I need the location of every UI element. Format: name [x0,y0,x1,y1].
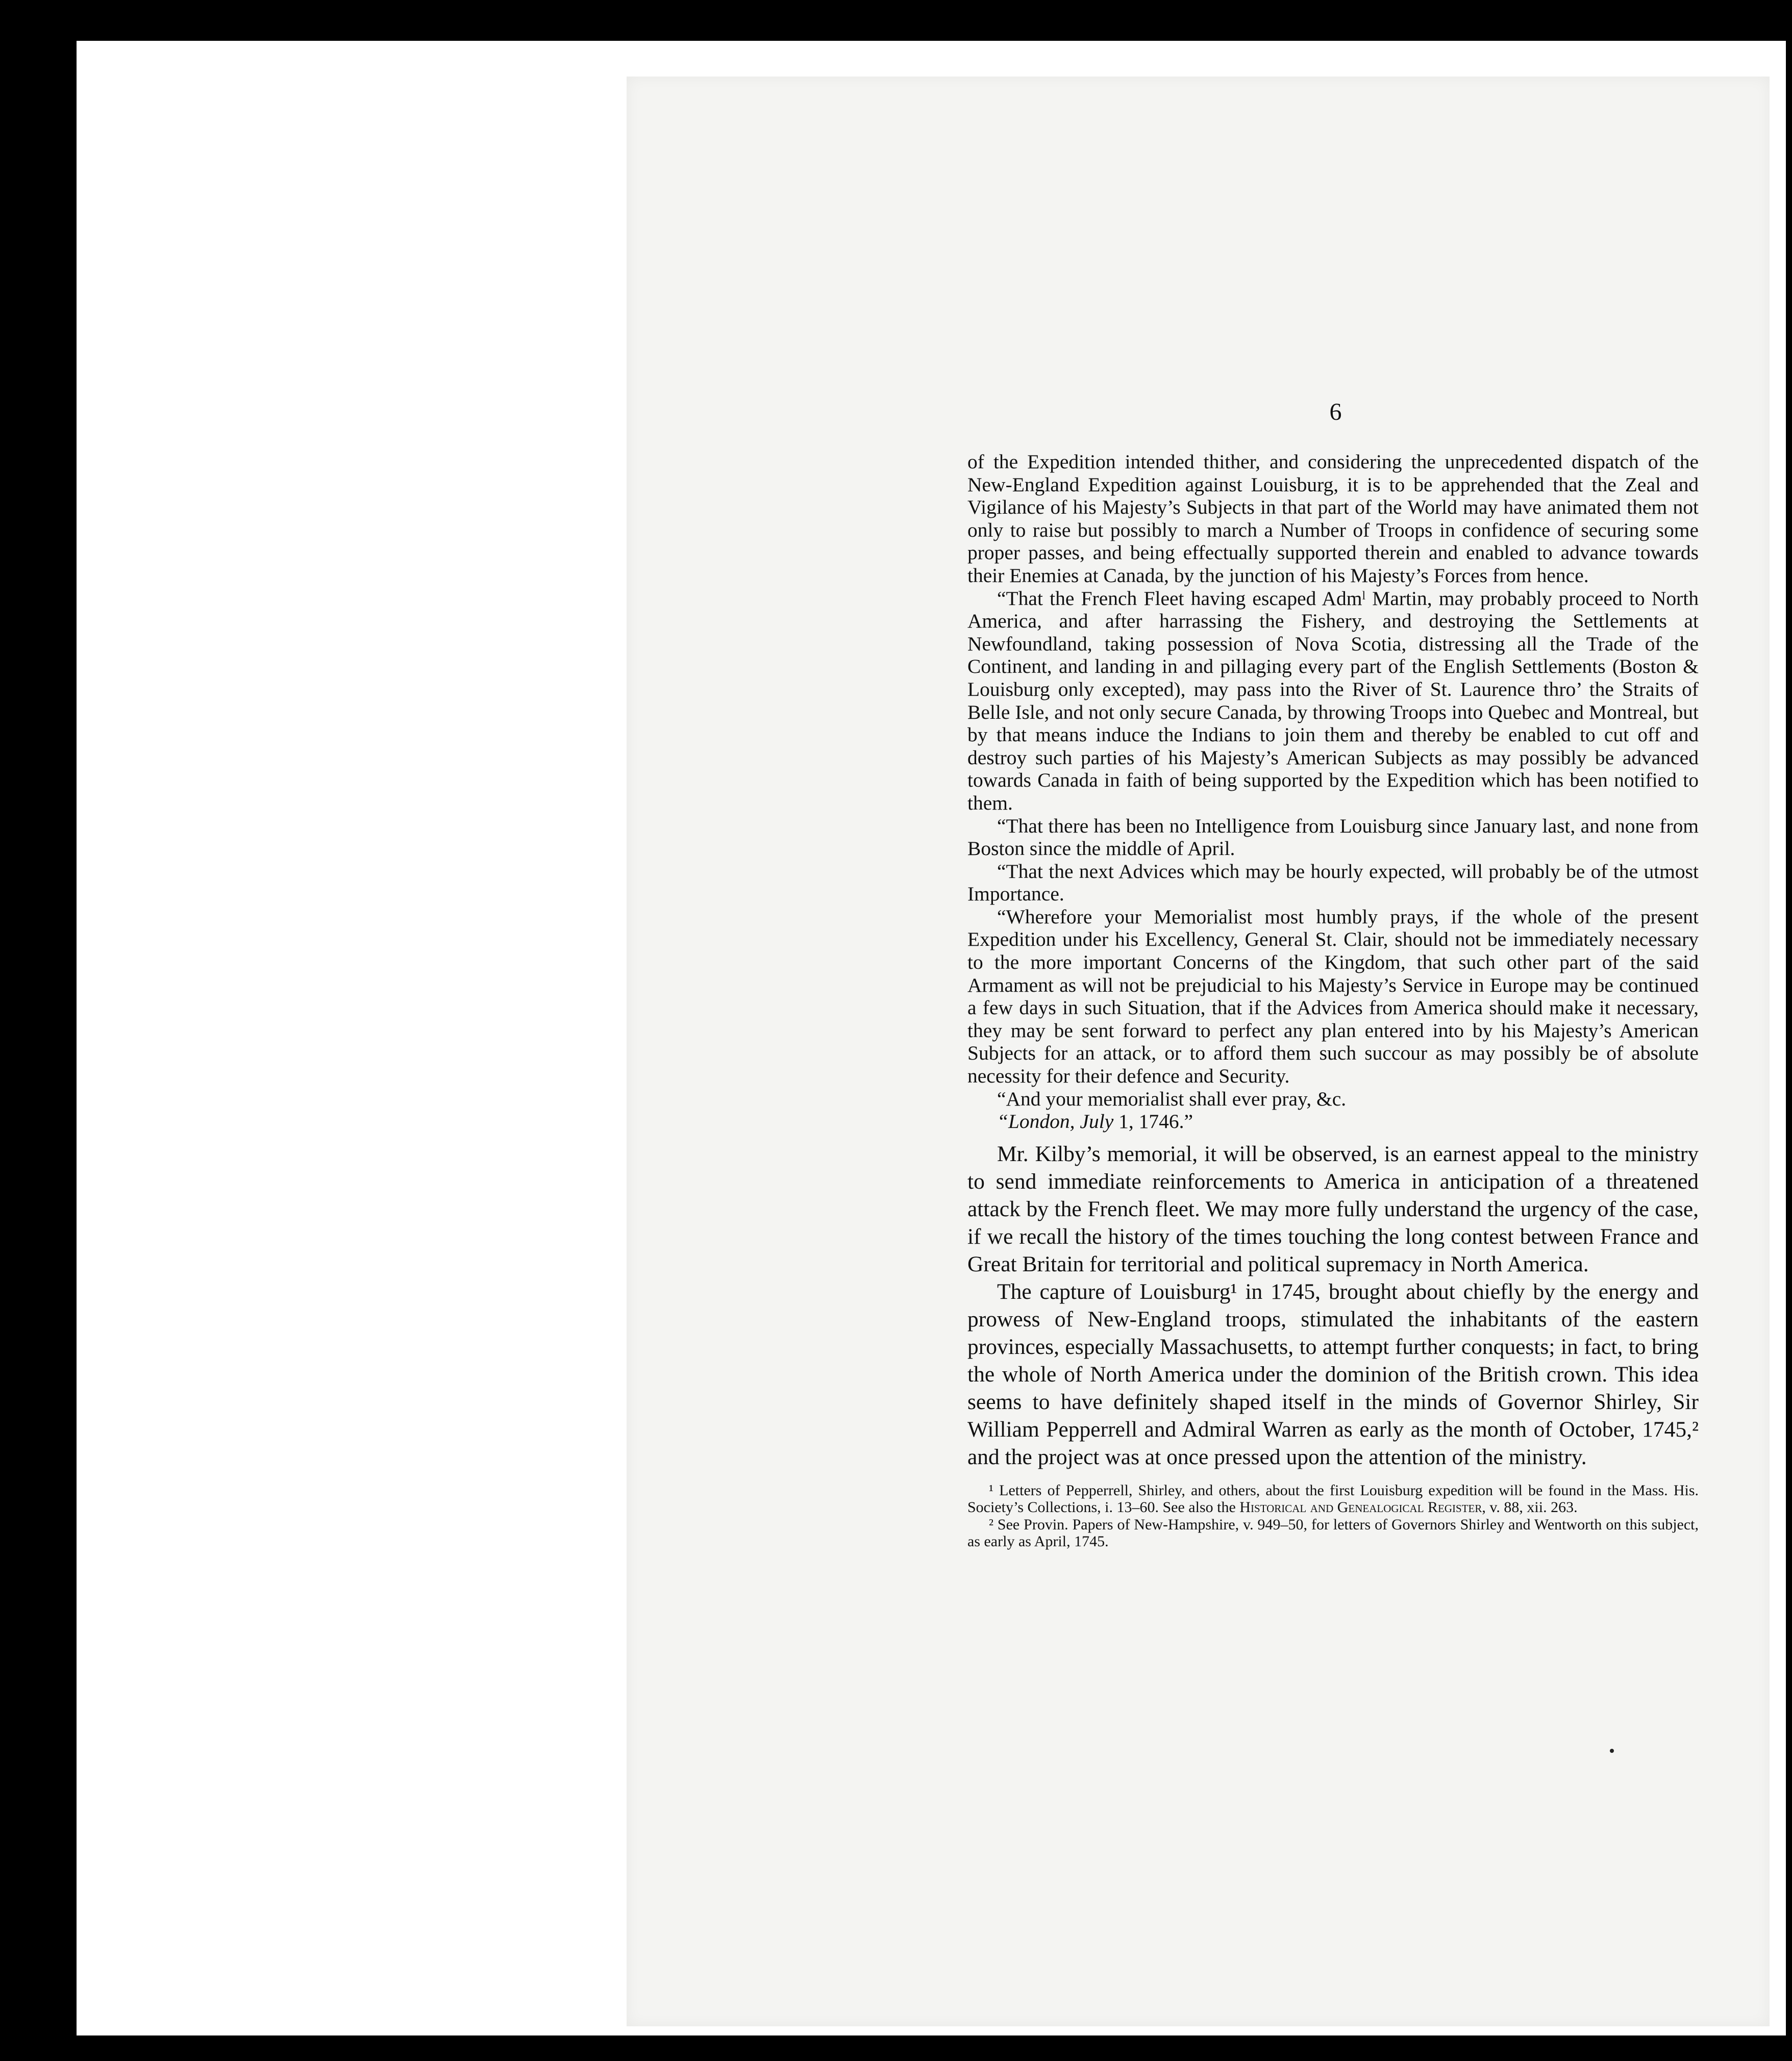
footnote-1-end: , v. 88, xii. 263. [1482,1499,1578,1516]
text-block [967,398,1699,1550]
body-text [967,1140,1699,1471]
memorial-quotation [967,450,1699,1133]
scan-frame [77,41,1786,2041]
footnote-1 [967,1482,1699,1516]
quote-paragraph: of the Expedition intended thither, and considering the unprecedented dispatch of the New-England Expedition against Louisburg, it is to be apprehended that the Zeal and Vigilance of his Majesty’s Subjects in that part of the World may have animated them not only to raise but possibly to march a Number of Troops in confidence of securing some proper passes, and being effectually supported therein and enabled to advance towards their Enemies at Canada, by the junction of his Majesty’s Forces from hence. [967,450,1699,587]
signoff-rest: 1, 1746.” [1113,1110,1193,1133]
body-paragraph: The capture of Louisburg¹ in 1745, brought about chiefly by the energy and prowess of New-England troops, stimulated the inhabitants of the eastern provinces, especially Massachusetts, to attempt further conquests; in fact, to bring the whole of North America under the dominion of the British crown. This idea seems to have definitely shaped itself in the minds of Governor Shirley, Sir William Pepperrell and Admiral Warren as early as the month of October, 1745,² and the project was at once pressed upon the attention of the ministry. [967,1279,1699,1469]
quote-paragraph: “That the next Advices which may be hourly expected, will probably be of the utmost Importance. [967,860,1699,906]
signoff-prefix: “ [997,1110,1008,1133]
footnote-1-text: ¹ Letters of Pepperrell, Shirley, and others, about the first Louisburg expedition will be found in the Mass. His. Society’s Collections, i. 13–60. See also the [967,1481,1699,1516]
quote-paragraph: “That the French Fleet having escaped Admˡ Martin, may probably proceed to North America, and after harrassing the Fishery, and destroying the Settlements at Newfoundland, taking possession of Nova Scotia, distressing all the Trade of the Continent, and landing in and pillaging every part of the English Settlements (Boston & Louisburg only excepted), may pass into the River of St. Laurence thro’ the Straits of Belle Isle, and not only secure Canada, by throwing Troops into Quebec and Montreal, but by that means induce the Indians to join them and thereby be enabled to cut off and destroy such parties of his Majesty’s American Subjects as may possibly be advanced towards Canada in faith of being supported by the Expedition which has been notified to them. [967,587,1699,814]
page-number: 6 [1329,398,1342,425]
body-paragraph: Mr. Kilby’s memorial, it will be observed, is an earnest appeal to the ministry to send immediate reinforcements to America in anticipation of a threatened attack by the French fleet. We may more fully understand the urgency of the case, if we recall the history of the times touching the long contest between France and Great Britain for territorial and political supremacy in North America. [967,1141,1699,1276]
document-page [627,77,1770,2026]
quote-paragraph: “Wherefore your Memorialist most humbly prays, if the whole of the present Expedition under his Excellency, General St. Clair, should not be immediately necessary to the more important Concerns of the Kingdom, that such other part of the said Armament as will not be prejudicial to his Majesty’s Service in Europe may be continued a few days in such Situation, that if the Advices from America should make it necessary, they may be sent forward to perfect any plan entered into by his Majesty’s American Subjects for an attack, or to afford them such succour as may possibly be of absolute necessity for their defence and Security. [967,905,1699,1088]
footnotes [967,1482,1699,1550]
quote-paragraph: “And your memorialist shall ever pray, &c. [997,1087,1347,1110]
footnote-1-register: Historical and Genealogical Register [1239,1499,1482,1516]
quote-signoff [967,1110,1699,1133]
signoff-place-date: London, July [1008,1110,1114,1133]
footnote-2: ² See Provin. Papers of New-Hampshire, v. 949–50, for letters of Governors Shirley and Wentworth on this subject, as early as April, 1745. [967,1516,1699,1550]
scan-left-edge [0,31,22,2061]
scan-speck [1610,1749,1614,1753]
quote-paragraph: “That there has been no Intelligence from Louisburg since January last, and none from Boston since the middle of April. [967,814,1699,860]
scan-bottom-edge [77,2035,1792,2061]
